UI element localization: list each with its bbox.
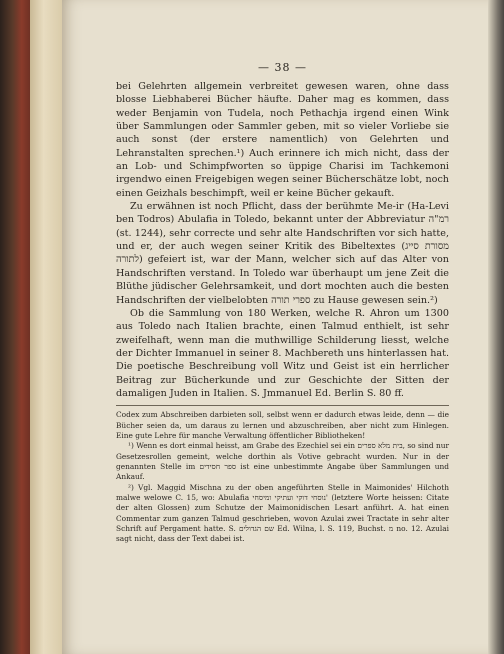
- footnote-continued: Codex zum Abschreiben darbieten soll, selbst wenn er dadurch etwas leide, denn — die Bücher seien da, um daraus zu lernen und abzuschreiben, aber nicht zum Hinlegen. Eine gute Lehre für manche Verwaltung öffentlicher Bibliotheken!: [116, 410, 449, 440]
- book-page: [62, 0, 490, 654]
- page-number: — 38 —: [258, 61, 307, 74]
- footnote-divider: [116, 405, 449, 406]
- page-text-block: [116, 61, 449, 545]
- page-edge-shadow: [488, 0, 504, 654]
- paragraph-1: bei Gelehrten allgemein verbreitet gewesen waren, ohne dass blosse Liebhaberei Bücher häufte. Daher mag es kommen, dass weder Benjamin von Tudela, noch Pethachja irgend einen Wink über Sammlungen oder Sammler geben, mit so vieler Vorliebe sie auch sonst (der erstere namentlich) von Gelehrten und Lehranstalten sprechen.¹) Auch erinnere ich mich nicht, dass der an Lob- und Schimpfworten so üppige Charisi im Tachkemoni irgendwo einen Freigebigen wegen seiner Bücherschätze lobt, noch einen Geizhals beschimpft, weil er keine Bücher gekauft.: [116, 81, 449, 199]
- footnote-2: ²) Vgl. Maggid Mischna zu der oben angeführten Stelle in Maimonides' Hilchoth malwe welowe C. 15, wo: Abulafia נוסחי דוקי ועתיקי ומיסחי' (letztere Worte heissen: Citate der alten Glossen) zum Schutze der Maimonidischen Lesart anführt. A. hat einen Commentar zum ganzen Talmud geschrieben, wovon Azulai zwei Tractate in sehr alter Schrift auf Pergament hatte. S. שם הגדולים Ed. Wilna, l. S. 119, Buchst. מ no. 12. Azulai sagt nicht, dass der Text dabei ist.: [116, 482, 449, 544]
- footnotes: [116, 410, 449, 544]
- main-text: [116, 80, 449, 400]
- footnote-1: ¹) Wenn es dort einmal heisst, am Grabe des Ezechiel sei ein בית מלא ספרים, so sind nur Gesetzesrollen gemeint, welche dorthin als Votive gebracht wurden. Nur in der genannten Stelle im ספר חסידים ist eine unbestimmte Angabe über Sammlungen und Ankauf.: [116, 441, 449, 482]
- paragraph-2: Zu erwähnen ist noch Pflicht, dass der berühmte Me-ir (Ha-Levi ben Todros) Abulafia in Toledo, bekannt unter der Abbreviatur רמ"ה (st. 1244), sehr correcte und sehr alte Handschriften vor sich hatte, und er, der auch wegen seiner Kritik des Bibeltextes (מסורת סייג לתורה) gefeiert ist, war der Mann, welcher sich auf das Alter von Handschriften verstand. In Toledo war überhaupt um jene Zeit die Blüthe jüdischer Gelehrsamkeit, und dort mochten auch die besten Handschriften der vielbelobten ספרי תורה zu Hause gewesen sein.²): [116, 201, 449, 306]
- paragraph-3: Ob die Sammlung von 180 Werken, welche R. Ahron um 1300 aus Toledo nach Italien brachte, einen Talmud enthielt, ist sehr zweifelhaft, wenn man die muthwillige Schilderung liesst, welche der Dichter Immanuel in seiner 8. Machbereth uns hinterlassen hat. Die poetische Beschreibung voll Witz und Geist ist ein herrlicher Beitrag zur Bücherkunde und zur Geschichte der Sitten der damaligen Juden in Italien. S. Jmmanuel Ed. Berlin S. 80 ff.: [116, 307, 449, 399]
- page-gutter: [30, 0, 65, 654]
